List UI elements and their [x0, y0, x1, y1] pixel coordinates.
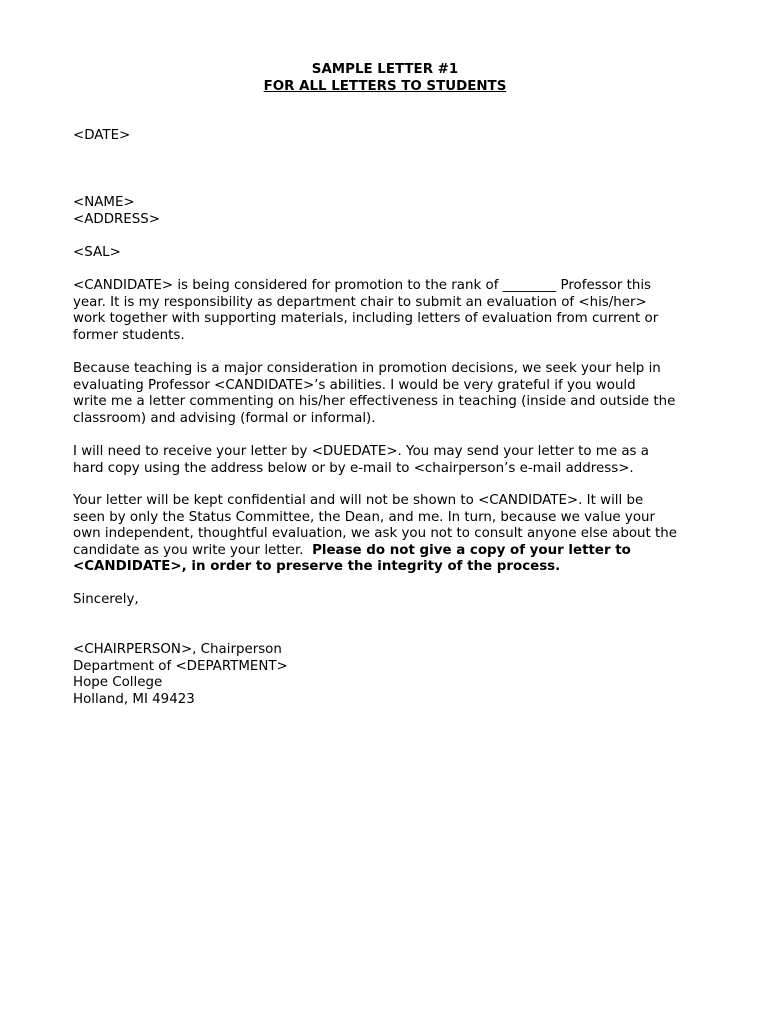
- paragraph-line: year. It is my responsibility as department chair to submit an evaluation of <his/her>: [73, 294, 647, 310]
- paragraph-line: <CANDIDATE> is being considered for promotion to the rank of ________ Professor this: [73, 278, 652, 293]
- letter-title: SAMPLE LETTER #1: [311, 62, 459, 77]
- signature-block: [73, 642, 713, 708]
- paragraph-line: classroom) and advising (formal or informal).: [73, 410, 376, 426]
- paragraph-line-emphasis: Please do not give a copy of your letter to: [312, 542, 631, 558]
- signature-department: Department of <DEPARTMENT>: [73, 658, 288, 674]
- paragraph-4: [73, 493, 713, 576]
- recipient-address: <ADDRESS>: [73, 211, 160, 227]
- paragraph-line: own independent, thoughtful evaluation, we ask you not to consult anyone else about the: [73, 526, 678, 542]
- paragraph-line: former students.: [73, 327, 185, 343]
- paragraph-line: seen by only the Status Committee, the Dean, and me. In turn, because we value your: [73, 509, 656, 525]
- paragraph-3: [73, 444, 713, 477]
- salutation-line: [73, 245, 713, 262]
- paragraph-line: write me a letter commenting on his/her effectiveness in teaching (inside and outside the: [73, 394, 676, 410]
- paragraph-line-mixed: [73, 543, 713, 560]
- signature-college: Hope College: [73, 675, 163, 691]
- date-line: [73, 128, 713, 145]
- closing: Sincerely,: [73, 592, 139, 607]
- signature-chair: <CHAIRPERSON>, Chairperson: [73, 642, 282, 657]
- paragraph-line-emphasis: <CANDIDATE>, in order to preserve the integrity of the process.: [73, 559, 561, 575]
- letter-subtitle: FOR ALL LETTERS TO STUDENTS: [263, 79, 507, 94]
- signature-city: Holland, MI 49423: [73, 691, 195, 707]
- paragraph-line: evaluating Professor <CANDIDATE>’s abilities. I would be very grateful if you would: [73, 377, 636, 393]
- paragraph-1: [73, 278, 713, 344]
- paragraph-2: [73, 361, 713, 427]
- paragraph-line: Your letter will be kept confidential and will not be shown to <CANDIDATE>. It will be: [73, 493, 644, 508]
- date-placeholder: <DATE>: [73, 128, 131, 143]
- paragraph-line: I will need to receive your letter by <DUEDATE>. You may send your letter to me as a: [73, 444, 649, 459]
- paragraph-line: hard copy using the address below or by e-mail to <chairperson’s e-mail address>.: [73, 460, 634, 476]
- recipient-block: [73, 195, 713, 228]
- recipient-name: <NAME>: [73, 195, 135, 210]
- closing-line: [73, 592, 713, 609]
- paragraph-line: Because teaching is a major consideration in promotion decisions, we seek your help in: [73, 361, 661, 376]
- salutation: <SAL>: [73, 245, 121, 260]
- paragraph-line: work together with supporting materials, including letters of evaluation from current or: [73, 311, 659, 327]
- paragraph-line-normal: candidate as you write your letter.: [73, 542, 313, 558]
